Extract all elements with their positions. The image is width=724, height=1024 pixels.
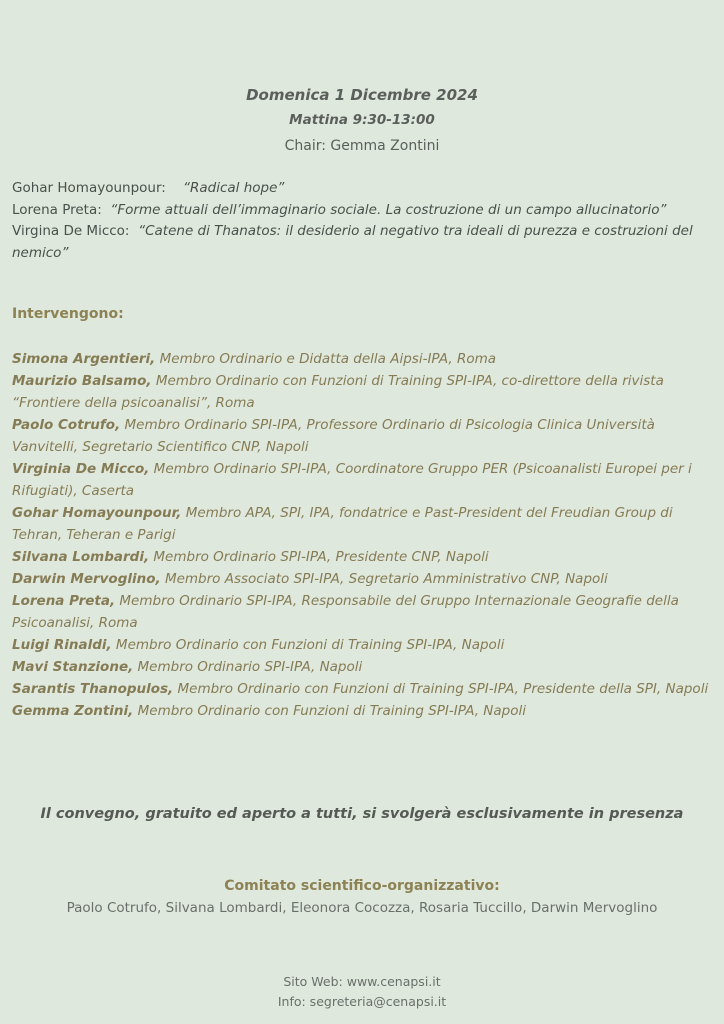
speaker-role: Membro Associato SPI-IPA, Segretario Amministrativo CNP, Napoli bbox=[164, 571, 608, 587]
speaker-item bbox=[12, 458, 712, 502]
speaker-role: Membro Ordinario SPI-IPA, Napoli bbox=[137, 659, 363, 675]
talk-item bbox=[12, 178, 716, 200]
talk-item bbox=[12, 200, 716, 222]
speaker-item bbox=[12, 634, 712, 656]
speakers-list bbox=[12, 348, 712, 722]
session-date: Domenica 1 Dicembre 2024 bbox=[246, 86, 478, 104]
talk-title: “Forme attuali dell’immaginario sociale. La costruzione di un campo allucinatorio” bbox=[110, 201, 667, 218]
speaker-role: Membro Ordinario con Funzioni di Training SPI-IPA, Napoli bbox=[115, 637, 505, 653]
speaker-role: Membro Ordinario SPI-IPA, Professore Ordinario di Psicologia Clinica Università Vanvitelli, Segretario Scientifico CNP, Napoli bbox=[12, 417, 655, 455]
speaker-item bbox=[12, 656, 712, 678]
speaker-name: Darwin Mervoglino, bbox=[12, 571, 161, 587]
speaker-role: Membro Ordinario con Funzioni di Training SPI-IPA, Napoli bbox=[137, 703, 527, 719]
info-email-line: Info: segreteria@cenapsi.it bbox=[277, 994, 447, 1009]
talk-speaker: Lorena Preta: bbox=[12, 201, 102, 218]
speaker-name: Simona Argentieri, bbox=[12, 351, 156, 367]
speakers-heading: Intervengono: bbox=[12, 306, 124, 322]
talk-title: “Catene di Thanatos: il desiderio al negativo tra ideali di purezza e costruzioni del nemico” bbox=[12, 223, 693, 261]
speaker-name: Gohar Homayounpour, bbox=[12, 505, 182, 521]
speaker-role: Membro Ordinario con Funzioni di Training SPI-IPA, co-direttore della rivista “Frontiere della psicoanalisi”, Roma bbox=[12, 373, 664, 411]
speaker-name: Mavi Stanzione, bbox=[12, 659, 134, 675]
speaker-role: Membro Ordinario SPI-IPA, Responsabile del Gruppo Internazionale Geografie della Psicoanalisi, Roma bbox=[12, 593, 679, 631]
speaker-role: Membro Ordinario e Didatta della Aipsi-IPA, Roma bbox=[159, 351, 497, 367]
talk-speaker: Virgina De Micco: bbox=[12, 223, 130, 239]
speaker-name: Paolo Cotrufo, bbox=[12, 417, 121, 433]
talk-speaker: Gohar Homayounpour: bbox=[12, 180, 166, 196]
committee-members: Paolo Cotrufo, Silvana Lombardi, Eleonora Cocozza, Rosaria Tuccillo, Darwin Mervoglino bbox=[66, 900, 658, 916]
attendance-notice: Il convegno, gratuito ed aperto a tutti, si svolgerà esclusivamente in presenza bbox=[40, 806, 684, 822]
speaker-name: Sarantis Thanopulos, bbox=[12, 681, 174, 697]
speaker-name: Maurizio Balsamo, bbox=[12, 373, 152, 389]
speaker-name: Gemma Zontini, bbox=[12, 703, 134, 719]
talk-item bbox=[12, 221, 716, 264]
speaker-item bbox=[12, 678, 712, 700]
speaker-name: Luigi Rinaldi, bbox=[12, 637, 112, 653]
talks-list bbox=[12, 178, 716, 264]
session-chair: Chair: Gemma Zontini bbox=[284, 138, 440, 154]
session-time: Mattina 9:30-13:00 bbox=[289, 112, 435, 128]
speaker-name: Lorena Preta, bbox=[12, 593, 116, 609]
speaker-name: Virginia De Micco, bbox=[12, 461, 150, 477]
speaker-role: Membro Ordinario SPI-IPA, Coordinatore Gruppo PER (Psicoanalisti Europei per i Rifugiati), Caserta bbox=[12, 461, 692, 499]
speaker-item bbox=[12, 568, 712, 590]
speaker-item bbox=[12, 348, 712, 370]
talk-title: “Radical hope” bbox=[183, 180, 285, 196]
speaker-role: Membro Ordinario SPI-IPA, Presidente CNP, Napoli bbox=[153, 549, 489, 565]
speaker-item bbox=[12, 700, 712, 722]
speaker-role: Membro Ordinario con Funzioni di Training SPI-IPA, Presidente della SPI, Napoli bbox=[177, 681, 709, 697]
website-line: Sito Web: www.cenapsi.it bbox=[283, 974, 441, 989]
committee-heading: Comitato scientifico-organizzativo: bbox=[224, 878, 500, 894]
speaker-name: Silvana Lombardi, bbox=[12, 549, 150, 565]
speaker-item bbox=[12, 590, 712, 634]
speaker-item bbox=[12, 414, 712, 458]
speaker-role: Membro APA, SPI, IPA, fondatrice e Past-President del Freudian Group di Tehran, Teheran e Parigi bbox=[12, 505, 673, 543]
speaker-item bbox=[12, 502, 712, 546]
speaker-item bbox=[12, 546, 712, 568]
speaker-item bbox=[12, 370, 712, 414]
